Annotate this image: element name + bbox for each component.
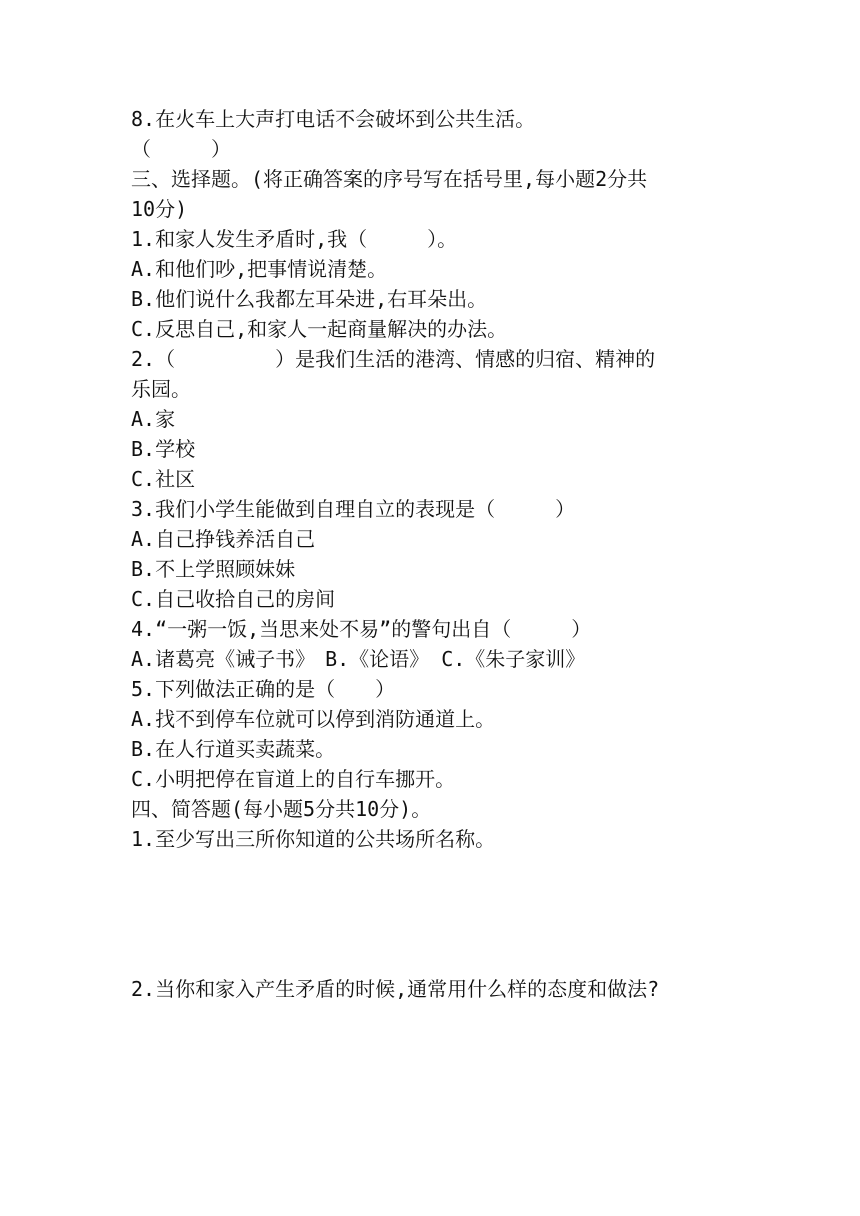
section-heading-choice: 三、选择题。(将正确答案的序号写在括号里,每小题2分共 [131,167,648,191]
answer-parenthesis: （ ） [131,137,231,161]
q1-option-a: A.和他们吵,把事情说清楚。 [131,257,388,281]
q4-options: A.诸葛亮《诫子书》 B.《论语》 C.《朱子家训》 [131,647,586,671]
section-heading-choice-cont: 10分) [131,197,188,221]
question-3: 3.我们小学生能做到自理自立的表现是（ ） [131,497,576,521]
q2-option-c: C.社区 [131,467,196,491]
q5-option-c: C.小明把停在盲道上的自行车挪开。 [131,767,456,791]
short-answer-2: 2.当你和家入产生矛盾的时候,通常用什么样的态度和做法? [131,977,660,1001]
question-1: 1.和家人发生矛盾时,我（ ）。 [131,227,458,251]
q2-option-a: A.家 [131,407,176,431]
q5-option-b: B.在人行道买卖蔬菜。 [131,737,336,761]
question-4: 4.“一粥一饭,当思来处不易”的警句出自（ ） [131,617,592,641]
q1-option-c: C.反思自己,和家人一起商量解决的办法。 [131,317,508,341]
section-heading-short-answer: 四、简答题(每小题5分共10分)。 [131,797,432,821]
q2-option-b: B.学校 [131,437,196,461]
short-answer-1: 1.至少写出三所你知道的公共场所名称。 [131,827,496,851]
q3-option-b: B.不上学照顾妹妹 [131,557,296,581]
true-false-item-8: 8.在火车上大声打电话不会破坏到公共生活。 [131,107,536,131]
question-2: 2.（ ）是我们生活的港湾、情感的归宿、精神的 [131,347,656,371]
q3-option-a: A.自己挣钱养活自己 [131,527,316,551]
question-2-cont: 乐园。 [131,377,191,401]
q3-option-c: C.自己收拾自己的房间 [131,587,336,611]
q5-option-a: A.找不到停车位就可以停到消防通道上。 [131,707,496,731]
question-5: 5.下列做法正确的是（ ） [131,677,396,701]
q1-option-b: B.他们说什么我都左耳朵进,右耳朵出。 [131,287,488,311]
